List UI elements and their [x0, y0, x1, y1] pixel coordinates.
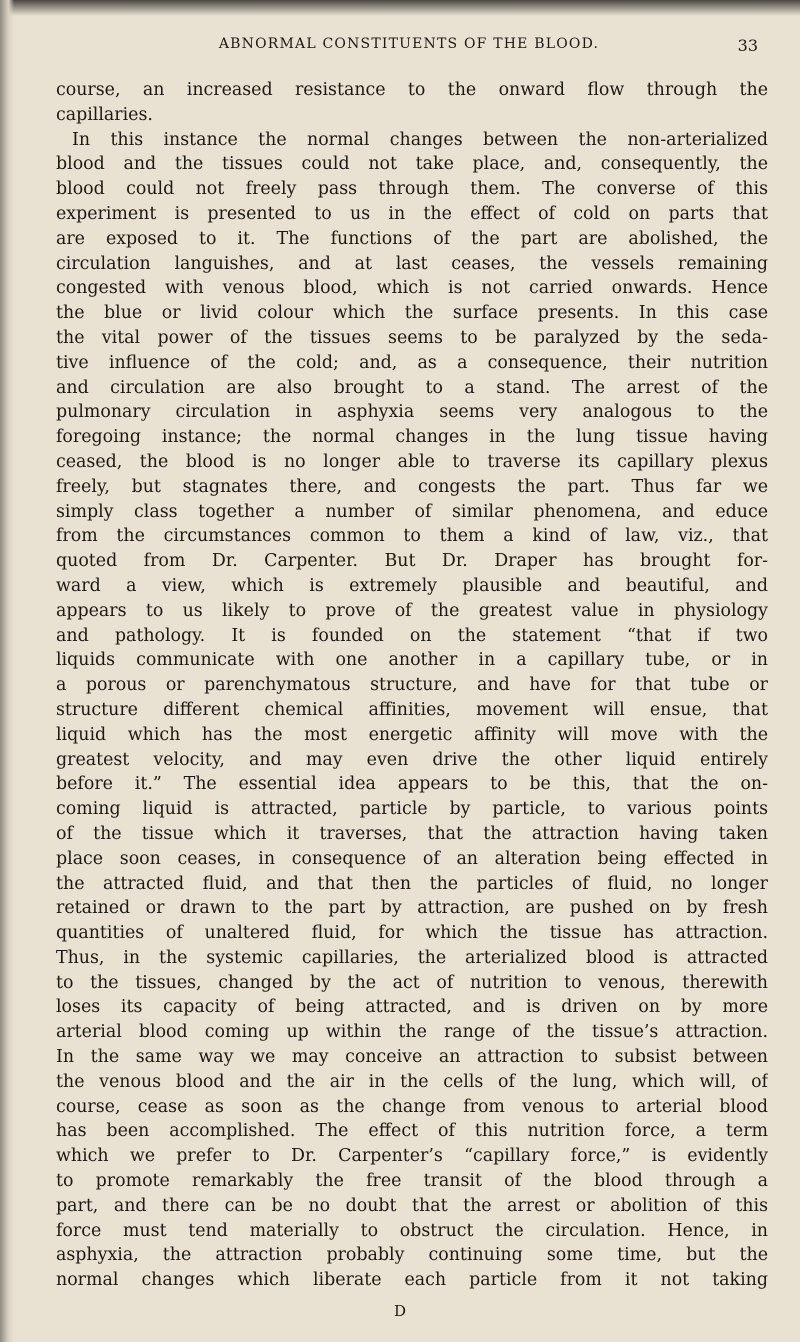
text-line: blood and the tissues could not take place, and, consequently, the: [56, 154, 768, 175]
text-line: the blue or livid colour which the surface presents. In this case: [56, 303, 768, 324]
text-line: blood could not freely pass through them. The converse of this: [56, 179, 768, 200]
text-line: asphyxia, the attraction probably continuing some time, but the: [56, 1245, 768, 1266]
running-head: ABNORMAL CONSTITUENTS OF THE BLOOD.: [218, 36, 600, 52]
page-header: [60, 36, 758, 60]
text-line: liquids communicate with one another in a capillary tube, or in: [56, 650, 768, 671]
page-top-shadow: [0, 0, 800, 16]
text-line: circulation languishes, and at last ceases, the vessels remaining: [56, 253, 768, 274]
text-line: pulmonary circulation in asphyxia seems very analogous to the: [56, 402, 768, 423]
text-line: a porous or parenchymatous structure, and have for that tube or: [56, 675, 768, 696]
text-line: congested with venous blood, which is not carried onwards. Hence: [56, 278, 768, 299]
text-line: are exposed to it. The functions of the part are abolished, the: [56, 228, 768, 249]
text-line: before it.” The essential idea appears to be this, that the on-: [56, 774, 768, 795]
text-line: the attracted fluid, and that then the particles of fluid, no longer: [56, 873, 768, 894]
text-line: ceased, the blood is no longer able to traverse its capillary plexus: [56, 451, 768, 472]
page-binding-shadow: [0, 0, 14, 1342]
body-text: [56, 78, 768, 1293]
text-line: and pathology. It is founded on the statement “that if two: [56, 625, 768, 646]
signature-mark: D: [393, 1302, 407, 1320]
text-line: from the circumstances common to them a kind of law, viz., that: [56, 526, 768, 547]
text-line: tive influence of the cold; and, as a consequence, their nutrition: [56, 352, 768, 373]
text-line: arterial blood coming up within the range of the tissue’s attraction.: [56, 1022, 768, 1043]
text-line: freely, but stagnates there, and congests the part. Thus far we: [56, 476, 768, 497]
text-line: coming liquid is attracted, particle by particle, to various points: [56, 799, 768, 820]
text-line: liquid which has the most energetic affinity will move with the: [56, 724, 768, 745]
text-line: ward a view, which is extremely plausible and beautiful, and: [56, 575, 768, 596]
page-number: 33: [737, 36, 758, 55]
text-line: In the same way we may conceive an attraction to subsist between: [56, 1047, 768, 1068]
text-line: course, an increased resistance to the onward flow through the: [56, 80, 768, 100]
text-line: part, and there can be no doubt that the arrest or abolition of this: [56, 1195, 768, 1216]
text-line: appears to us likely to prove of the greatest value in physiology: [56, 600, 768, 621]
text-line: which we prefer to Dr. Carpenter’s “capillary force,” is evidently: [56, 1146, 768, 1167]
text-line: quantities of unaltered fluid, for which the tissue has attraction.: [56, 923, 768, 944]
text-line: place soon ceases, in consequence of an alteration being effected in: [56, 848, 768, 869]
text-line: the vital power of the tissues seems to be paralyzed by the seda-: [56, 327, 768, 348]
text-line: the venous blood and the air in the cells of the lung, which will, of: [56, 1071, 768, 1092]
paragraph-start-line: In this instance the normal changes between the non-arterialized: [72, 129, 768, 150]
text-line: to promote remarkably the free transit of the blood through a: [56, 1171, 768, 1192]
text-line: force must tend materially to obstruct the circulation. Hence, in: [56, 1220, 768, 1241]
text-line: experiment is presented to us in the effect of cold on parts that: [56, 203, 768, 224]
text-line: Thus, in the systemic capillaries, the arterialized blood is attracted: [56, 947, 768, 968]
text-line: to the tissues, changed by the act of nutrition to venous, therewith: [56, 972, 768, 993]
text-line: of the tissue which it traverses, that the attraction having taken: [56, 823, 768, 844]
text-line: capillaries.: [56, 104, 153, 125]
text-line: normal changes which liberate each particle from it not taking: [56, 1270, 768, 1291]
text-line: course, cease as soon as the change from venous to arterial blood: [56, 1096, 768, 1117]
text-line: loses its capacity of being attracted, and is driven on by more: [56, 997, 768, 1018]
text-line: greatest velocity, and may even drive the other liquid entirely: [56, 749, 768, 770]
text-line: and circulation are also brought to a stand. The arrest of the: [56, 377, 768, 398]
text-line: foregoing instance; the normal changes in the lung tissue having: [56, 427, 768, 448]
text-line: retained or drawn to the part by attraction, are pushed on by fresh: [56, 898, 768, 919]
text-line: simply class together a number of similar phenomena, and educe: [56, 501, 768, 522]
text-line: structure different chemical affinities, movement will ensue, that: [56, 699, 768, 720]
text-line: quoted from Dr. Carpenter. But Dr. Draper has brought for-: [56, 551, 768, 572]
text-line: has been accomplished. The effect of this nutrition force, a term: [56, 1121, 768, 1142]
